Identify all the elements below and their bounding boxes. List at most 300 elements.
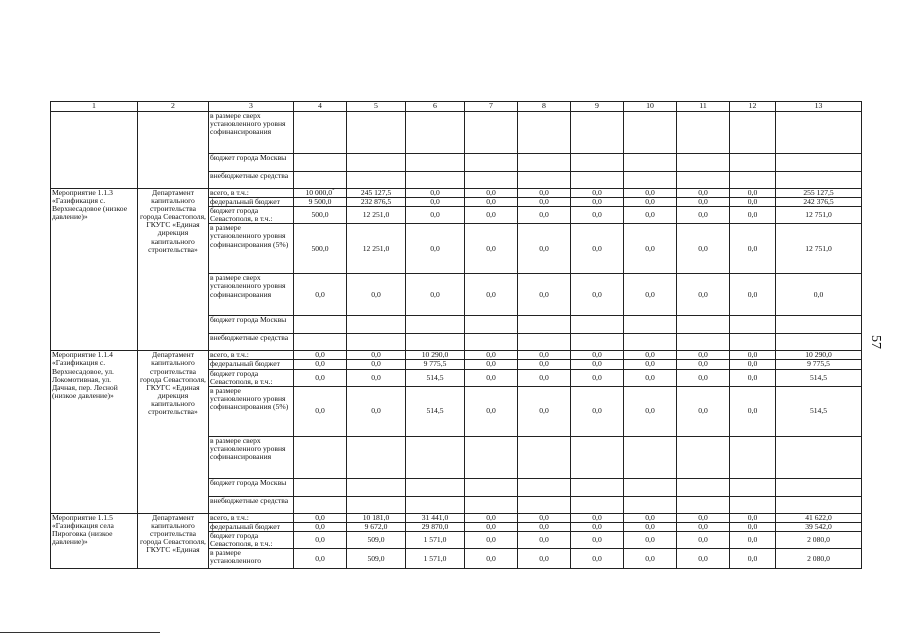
amount-cell <box>518 360 571 369</box>
amount-value: 12 251,0 <box>362 210 390 220</box>
amount-cell <box>347 522 406 531</box>
amount-cell <box>571 198 624 207</box>
amount-cell <box>677 522 730 531</box>
amount-cell <box>465 369 518 386</box>
amount-cell <box>571 112 624 154</box>
amount-cell <box>465 316 518 334</box>
amount-cell <box>776 224 862 274</box>
amount-value: 9 775,5 <box>423 359 447 369</box>
amount-cell <box>776 334 862 351</box>
amount-value: 0,0 <box>645 521 655 531</box>
amount-value: 2 080,0 <box>807 534 830 544</box>
amount-cell <box>677 154 730 172</box>
amount-value: 0,0 <box>747 553 758 563</box>
amount-cell <box>730 112 776 154</box>
header-cell: 3 <box>209 102 294 112</box>
amount-cell <box>294 334 347 351</box>
amount-cell <box>294 316 347 334</box>
amount-value: 10 181,0 <box>362 512 390 522</box>
amount-cell <box>518 549 571 569</box>
amount-value: 10 000,0 <box>305 188 333 197</box>
funding-source-cell: бюджет города Севастополя, в т.ч.: <box>209 369 294 386</box>
amount-value: 0,0 <box>698 521 708 531</box>
amount-value: 0,0 <box>592 534 602 544</box>
amount-cell <box>347 369 406 386</box>
amount-value: 0,0 <box>315 512 325 522</box>
funding-source-cell: в размере сверх установленного уровня софинансирования <box>209 112 294 154</box>
amount-cell <box>347 224 406 274</box>
amount-cell <box>294 549 347 569</box>
amount-value: 0,0 <box>698 406 708 416</box>
amount-cell <box>730 369 776 386</box>
amount-cell <box>730 478 776 496</box>
amount-value: 0,0 <box>592 359 602 369</box>
amount-cell <box>294 207 347 224</box>
table-row <box>51 112 862 154</box>
amount-value: 12 751,0 <box>805 210 832 220</box>
amount-value: 0,0 <box>698 188 708 197</box>
amount-cell <box>406 478 465 496</box>
amount-cell <box>730 360 776 369</box>
amount-cell <box>465 274 518 316</box>
amount-cell <box>677 334 730 351</box>
amount-value: 0,0 <box>645 406 655 416</box>
amount-cell <box>465 172 518 189</box>
amount-cell <box>624 224 677 274</box>
amount-value: 0,0 <box>539 188 549 197</box>
amount-cell <box>776 436 862 478</box>
amount-cell <box>294 112 347 154</box>
amount-cell <box>571 369 624 386</box>
amount-cell <box>776 207 862 224</box>
amount-cell <box>518 172 571 189</box>
amount-cell <box>406 198 465 207</box>
amount-cell <box>518 496 571 513</box>
amount-value: 0,0 <box>371 350 381 360</box>
amount-value: 0,0 <box>430 210 440 220</box>
funding-source-cell: бюджет города Севастополя, в т.ч.: <box>209 531 294 548</box>
amount-value: 0,0 <box>592 350 602 360</box>
amount-cell <box>406 386 465 436</box>
funding-source-cell: бюджет города Москвы <box>209 478 294 496</box>
amount-value: 9 500,0 <box>308 197 332 207</box>
amount-cell <box>465 386 518 436</box>
amount-value: 0,0 <box>539 406 549 416</box>
amount-cell <box>571 522 624 531</box>
amount-value: 0,0 <box>747 197 758 207</box>
amount-value: 0,0 <box>539 243 549 253</box>
amount-cell <box>624 316 677 334</box>
amount-cell <box>465 531 518 548</box>
amount-cell <box>465 154 518 172</box>
amount-cell <box>624 154 677 172</box>
amount-cell <box>518 386 571 436</box>
amount-value: 0,0 <box>315 553 325 563</box>
amount-cell <box>294 274 347 316</box>
amount-value: 509,0 <box>367 553 385 563</box>
funding-source-cell: внебюджетные средства <box>209 172 294 189</box>
amount-cell <box>518 369 571 386</box>
amount-cell <box>776 316 862 334</box>
amount-cell <box>730 496 776 513</box>
amount-value: 232 876,5 <box>360 197 392 207</box>
amount-value: 0,0 <box>698 350 708 360</box>
amount-cell <box>347 316 406 334</box>
amount-value: 0,0 <box>539 512 549 522</box>
amount-cell <box>294 172 347 189</box>
amount-value: 0,0 <box>747 350 758 360</box>
amount-value: 0,0 <box>486 372 496 382</box>
amount-value: 0,0 <box>539 534 549 544</box>
amount-cell <box>776 531 862 548</box>
amount-value: 0,0 <box>371 372 381 382</box>
amount-value: 0,0 <box>747 406 758 416</box>
footnote-divider <box>0 632 160 633</box>
amount-cell <box>406 154 465 172</box>
amount-value: 0,0 <box>430 289 440 299</box>
funding-source-cell: в размере установленного уровня софинансирования (5%) <box>209 386 294 436</box>
amount-cell <box>624 112 677 154</box>
amount-cell <box>294 360 347 369</box>
amount-cell <box>518 522 571 531</box>
amount-cell <box>571 549 624 569</box>
amount-value: 245 127,5 <box>360 188 392 197</box>
amount-value: 0,0 <box>539 197 549 207</box>
amount-cell <box>677 207 730 224</box>
amount-cell <box>730 531 776 548</box>
amount-value: 0,0 <box>592 372 602 382</box>
header-cell: 2 <box>138 102 209 112</box>
amount-value: 0,0 <box>539 372 549 382</box>
amount-value: 0,0 <box>371 359 381 369</box>
header-cell: 6 <box>406 102 465 112</box>
amount-cell <box>571 334 624 351</box>
header-cell: 8 <box>518 102 571 112</box>
amount-cell <box>776 154 862 172</box>
measure-cell: Мероприятие 1.1.5 «Газификация села Пироговка (низкое давление)» <box>51 513 138 568</box>
amount-value: 0,0 <box>592 197 602 207</box>
funding-source-cell: всего, в т.ч.: <box>209 351 294 360</box>
funding-source-cell: федеральный бюджет <box>209 522 294 531</box>
amount-value: 0,0 <box>747 521 758 531</box>
amount-cell <box>518 274 571 316</box>
amount-value: 0,0 <box>486 512 496 522</box>
amount-value: 0,0 <box>592 210 602 220</box>
amount-cell <box>465 224 518 274</box>
amount-value: 0,0 <box>315 350 325 360</box>
amount-cell <box>624 334 677 351</box>
amount-cell <box>571 436 624 478</box>
amount-cell <box>624 549 677 569</box>
amount-value: 0,0 <box>698 534 708 544</box>
amount-cell <box>624 172 677 189</box>
amount-value: 0,0 <box>645 289 655 299</box>
amount-cell <box>465 478 518 496</box>
amount-value: 0,0 <box>698 210 708 220</box>
funding-source-cell: в размере установленного уровня софинансирования (5%) <box>209 224 294 274</box>
amount-value: 0,0 <box>747 372 758 382</box>
amount-cell <box>776 478 862 496</box>
amount-cell <box>347 112 406 154</box>
amount-value: 0,0 <box>747 512 758 522</box>
amount-value: 514,5 <box>426 372 444 382</box>
amount-value: 9 775,5 <box>807 359 830 369</box>
amount-cell <box>571 274 624 316</box>
amount-value: 0,0 <box>645 372 655 382</box>
amount-cell <box>294 224 347 274</box>
amount-value: 0,0 <box>315 521 325 531</box>
amount-value: 0,0 <box>539 210 549 220</box>
funding-source-cell: в размере установленного <box>209 549 294 569</box>
amount-cell <box>776 369 862 386</box>
amount-cell <box>294 369 347 386</box>
amount-cell <box>465 334 518 351</box>
amount-cell <box>465 522 518 531</box>
amount-cell <box>571 224 624 274</box>
amount-value: 2 080,0 <box>807 553 830 563</box>
amount-value: 0,0 <box>315 372 325 382</box>
amount-value: 0,0 <box>315 359 325 369</box>
header-cell: 1 <box>51 102 138 112</box>
amount-value: 0,0 <box>486 534 496 544</box>
amount-cell <box>730 172 776 189</box>
amount-cell <box>571 172 624 189</box>
amount-value: 39 542,0 <box>805 521 832 531</box>
amount-cell <box>465 436 518 478</box>
amount-value: 12 251,0 <box>362 243 390 253</box>
amount-value: 242 376,5 <box>803 197 834 207</box>
amount-value: 0,0 <box>645 243 655 253</box>
amount-value: 0,0 <box>747 188 758 197</box>
amount-cell <box>347 478 406 496</box>
amount-value: 0,0 <box>698 372 708 382</box>
funding-source-cell: федеральный бюджет <box>209 198 294 207</box>
amount-cell <box>677 436 730 478</box>
amount-value: 0,0 <box>539 350 549 360</box>
amount-cell <box>294 198 347 207</box>
header-cell: 10 <box>624 102 677 112</box>
amount-cell <box>571 386 624 436</box>
table-row <box>51 189 862 198</box>
amount-cell <box>677 316 730 334</box>
amount-cell <box>624 522 677 531</box>
amount-cell <box>347 172 406 189</box>
amount-cell <box>677 360 730 369</box>
header-cell: 12 <box>730 102 776 112</box>
amount-cell <box>776 112 862 154</box>
amount-cell <box>730 386 776 436</box>
amount-value: 0,0 <box>486 521 496 531</box>
amount-cell <box>730 154 776 172</box>
amount-cell <box>571 531 624 548</box>
amount-value: 0,0 <box>645 188 655 197</box>
amount-cell <box>518 198 571 207</box>
amount-value: 10 290,0 <box>805 350 832 360</box>
amount-cell <box>677 531 730 548</box>
amount-cell <box>347 334 406 351</box>
amount-value: 514,5 <box>809 406 828 416</box>
amount-cell <box>518 478 571 496</box>
amount-cell <box>406 360 465 369</box>
amount-cell <box>624 496 677 513</box>
amount-value: 0,0 <box>592 289 602 299</box>
amount-value: 514,5 <box>426 406 444 416</box>
header-cell: 7 <box>465 102 518 112</box>
amount-cell <box>571 316 624 334</box>
amount-cell <box>465 198 518 207</box>
funding-source-cell: всего, в т.ч.: <box>209 189 294 198</box>
amount-cell <box>677 274 730 316</box>
amount-cell <box>518 224 571 274</box>
amount-cell <box>347 549 406 569</box>
amount-value: 0,0 <box>486 359 496 369</box>
amount-value: 0,0 <box>645 210 655 220</box>
header-row <box>51 102 862 112</box>
amount-value: 0,0 <box>698 243 708 253</box>
amount-cell <box>347 154 406 172</box>
amount-cell <box>730 549 776 569</box>
amount-value: 0,0 <box>645 534 655 544</box>
page-number: 57 <box>868 335 883 349</box>
amount-cell <box>465 112 518 154</box>
amount-cell <box>294 496 347 513</box>
amount-value: 255 127,5 <box>803 188 834 197</box>
amount-value: 0,0 <box>592 521 602 531</box>
amount-cell <box>624 369 677 386</box>
amount-cell <box>730 224 776 274</box>
amount-value: 0,0 <box>486 243 496 253</box>
amount-value: 0,0 <box>430 197 440 207</box>
amount-cell <box>406 531 465 548</box>
amount-cell <box>406 436 465 478</box>
amount-cell <box>624 386 677 436</box>
amount-cell <box>730 198 776 207</box>
amount-value: 0,0 <box>486 289 496 299</box>
amount-cell <box>776 172 862 189</box>
amount-value: 0,0 <box>486 210 496 220</box>
amount-cell <box>294 436 347 478</box>
amount-cell <box>465 549 518 569</box>
amount-value: 0,0 <box>747 534 758 544</box>
budget-table <box>50 101 862 569</box>
funding-source-cell: федеральный бюджет <box>209 360 294 369</box>
amount-cell <box>677 198 730 207</box>
amount-value: 0,0 <box>592 553 602 563</box>
amount-cell <box>624 478 677 496</box>
amount-cell <box>406 207 465 224</box>
amount-cell <box>347 207 406 224</box>
header-cell: 9 <box>571 102 624 112</box>
amount-cell <box>730 436 776 478</box>
amount-cell <box>624 274 677 316</box>
table-row <box>51 513 862 522</box>
amount-value: 0,0 <box>747 243 758 253</box>
funding-source-cell: в размере сверх установленного уровня софинансирования <box>209 436 294 478</box>
header-cell: 4 <box>294 102 347 112</box>
funding-source-cell: внебюджетные средства <box>209 496 294 513</box>
amount-cell <box>347 198 406 207</box>
amount-value: 0,0 <box>645 197 655 207</box>
amount-cell <box>294 531 347 548</box>
amount-cell <box>518 334 571 351</box>
amount-value: 0,0 <box>813 289 824 299</box>
measure-cell <box>51 112 138 189</box>
document-page <box>50 101 834 601</box>
amount-cell <box>518 316 571 334</box>
amount-cell <box>776 386 862 436</box>
amount-cell <box>294 522 347 531</box>
amount-value: 0,0 <box>747 289 758 299</box>
amount-cell <box>518 154 571 172</box>
amount-cell <box>406 172 465 189</box>
amount-cell <box>624 360 677 369</box>
amount-cell <box>677 549 730 569</box>
amount-cell <box>294 386 347 436</box>
amount-cell <box>624 531 677 548</box>
amount-cell <box>347 436 406 478</box>
table-row <box>51 351 862 360</box>
amount-cell <box>776 549 862 569</box>
amount-cell <box>677 224 730 274</box>
funding-source-cell: в размере сверх установленного уровня софинансирования <box>209 274 294 316</box>
amount-value: 0,0 <box>592 243 602 253</box>
amount-cell <box>406 334 465 351</box>
amount-value: 0,0 <box>592 188 602 197</box>
amount-value: 0,0 <box>539 359 549 369</box>
amount-value: 0,0 <box>698 197 708 207</box>
amount-cell <box>406 496 465 513</box>
amount-value: 0,0 <box>645 350 655 360</box>
amount-cell <box>776 274 862 316</box>
amount-cell <box>347 274 406 316</box>
amount-value: 0,0 <box>486 197 496 207</box>
amount-value: 0,0 <box>698 289 708 299</box>
amount-value: 1 571,0 <box>423 553 447 563</box>
footnote-mark: * <box>332 188 335 194</box>
amount-cell <box>518 436 571 478</box>
amount-value: 509,0 <box>367 534 385 544</box>
amount-cell <box>571 496 624 513</box>
measure-cell: Мероприятие 1.1.3 «Газификация с. Верхнесадовое (низкое давление)» <box>51 189 138 351</box>
amount-cell <box>677 496 730 513</box>
amount-value: 0,0 <box>539 553 549 563</box>
executor-cell: Департамент капитального строительства города Севастополя, ГКУГС «Единая дирекция капитального строительства» <box>138 189 209 351</box>
amount-value: 514,5 <box>809 372 828 382</box>
funding-source-cell: внебюджетные средства <box>209 334 294 351</box>
amount-cell <box>465 360 518 369</box>
amount-value: 0,0 <box>486 406 496 416</box>
amount-cell <box>465 207 518 224</box>
amount-value: 0,0 <box>315 534 325 544</box>
amount-cell <box>730 207 776 224</box>
amount-value: 1 571,0 <box>423 534 447 544</box>
amount-value: 0,0 <box>371 406 381 416</box>
amount-cell <box>347 360 406 369</box>
amount-value: 0,0 <box>486 350 496 360</box>
header-cell: 5 <box>347 102 406 112</box>
amount-cell <box>406 316 465 334</box>
amount-value: 0,0 <box>645 359 655 369</box>
amount-cell <box>677 478 730 496</box>
amount-value: 0,0 <box>747 210 758 220</box>
amount-cell <box>730 334 776 351</box>
amount-value: 0,0 <box>698 553 708 563</box>
amount-cell <box>677 369 730 386</box>
amount-cell <box>571 478 624 496</box>
amount-cell <box>624 198 677 207</box>
amount-value: 0,0 <box>592 512 602 522</box>
amount-value: 0,0 <box>315 406 325 416</box>
